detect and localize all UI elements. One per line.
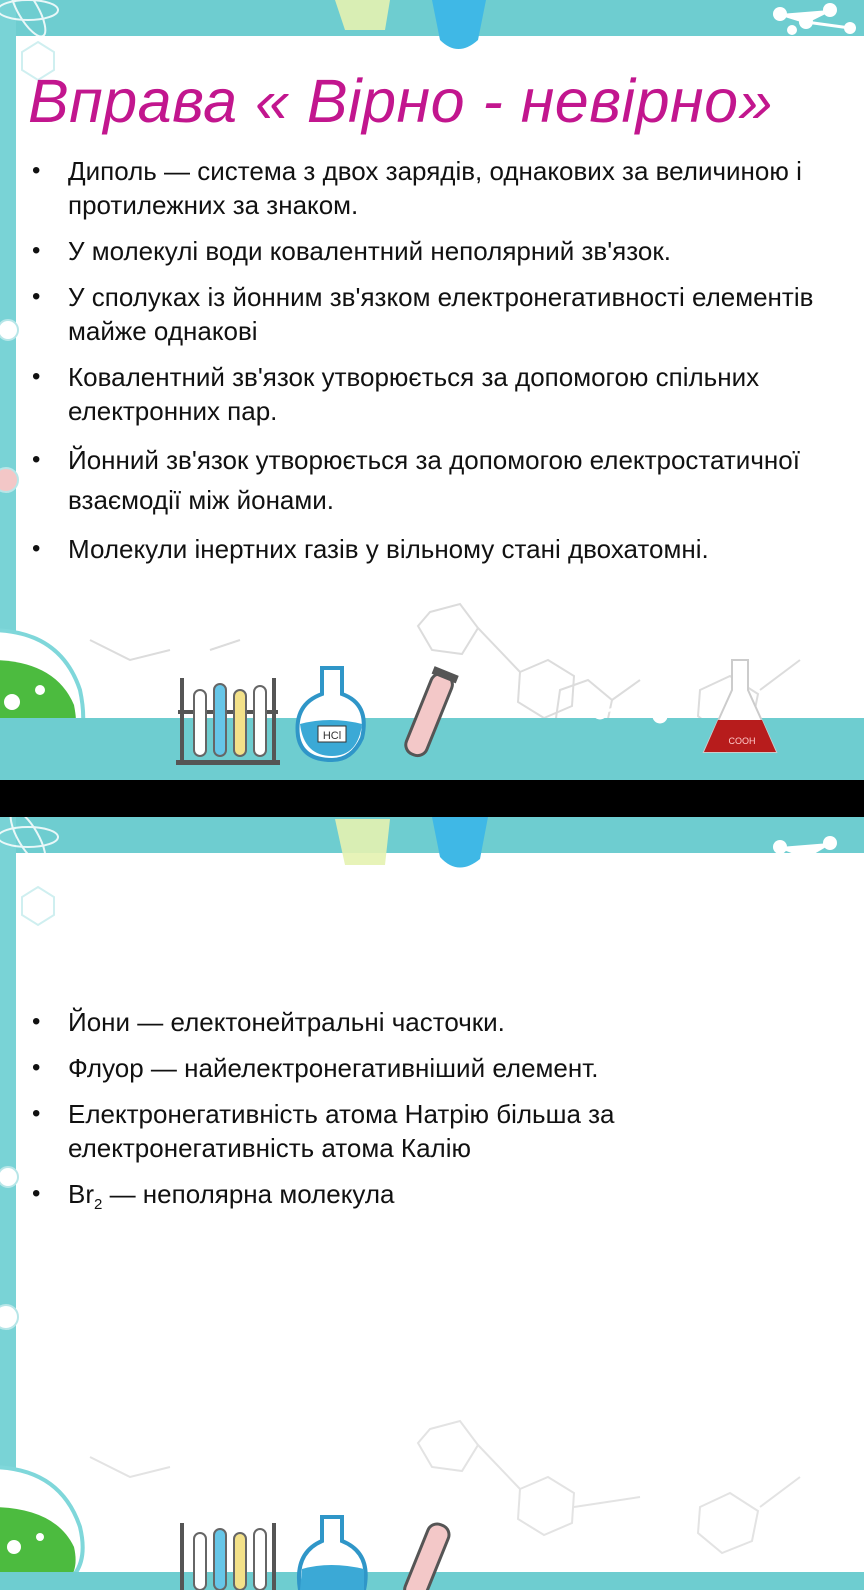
hcl-flask-icon: [298, 668, 364, 760]
test-tube-icon: [402, 1521, 452, 1590]
bullet: •: [32, 1054, 41, 1081]
bottom-lab-equipment: [0, 0, 864, 780]
slide-1: [0, 0, 864, 780]
bullet: •: [32, 157, 41, 184]
test-tube-icon: [403, 666, 459, 758]
bullet: •: [32, 1008, 41, 1035]
formula-subscript: 2: [94, 1196, 103, 1214]
list-item-text: Ковалентний зв'язок утворюється за допомогою спільних електронних пар.: [68, 362, 760, 426]
hcl-label: HCl: [322, 730, 342, 742]
list-item-text: Молекули інертних газів у вільному стані двохатомні.: [68, 534, 709, 564]
list-item: [32, 1177, 822, 1222]
cooh-label: COOH: [728, 736, 756, 746]
bullet: •: [32, 535, 41, 562]
bullet: •: [32, 1100, 41, 1127]
slide-separator: [0, 780, 864, 817]
bullet: •: [32, 446, 41, 473]
molecule-chain-icon: [594, 699, 695, 722]
test-tube-rack-icon: [180, 1523, 276, 1590]
formula-text: [68, 1179, 395, 1214]
slide-2: [0, 817, 864, 1590]
erlenmeyer-flask-icon: [704, 660, 776, 752]
list-item-text: Електронегативність атома Натрію більша за електронегативність атома Калію: [68, 1099, 615, 1163]
hcl-flask-icon: [299, 1517, 366, 1590]
statement-list: [32, 1005, 822, 1234]
list-item: [32, 1005, 822, 1039]
slide-title: Вправа « Вірно - невірно»: [28, 67, 773, 135]
list-item: [32, 1051, 822, 1085]
test-tube-rack-icon: [176, 678, 280, 765]
bullet: •: [32, 237, 41, 264]
list-item-text: Йони — електонейтральні часточки.: [68, 1007, 505, 1037]
list-item-text: У сполуках із йонним зв'язком електронегативності елементів майже однакові: [68, 282, 814, 346]
list-item-text: У молекулі води ковалентний неполярний зв'язок.: [68, 236, 671, 266]
list-item-text: Йонний зв'язок утворюється за допомогою електростатичної взаємодії між йонами.: [68, 445, 800, 515]
formula-suffix: — неполярна молекула: [102, 1179, 395, 1209]
bullet: •: [32, 363, 41, 390]
list-item-text: Флуор — найелектронегативніший елемент.: [68, 1053, 599, 1083]
bullet: •: [32, 283, 41, 310]
list-item-text: Диполь — система з двох зарядів, однакових за величиною і протилежних за знаком.: [68, 156, 802, 220]
list-item: [32, 1097, 822, 1165]
formula-symbol: Вr: [68, 1179, 94, 1209]
bullet: •: [32, 1180, 41, 1207]
